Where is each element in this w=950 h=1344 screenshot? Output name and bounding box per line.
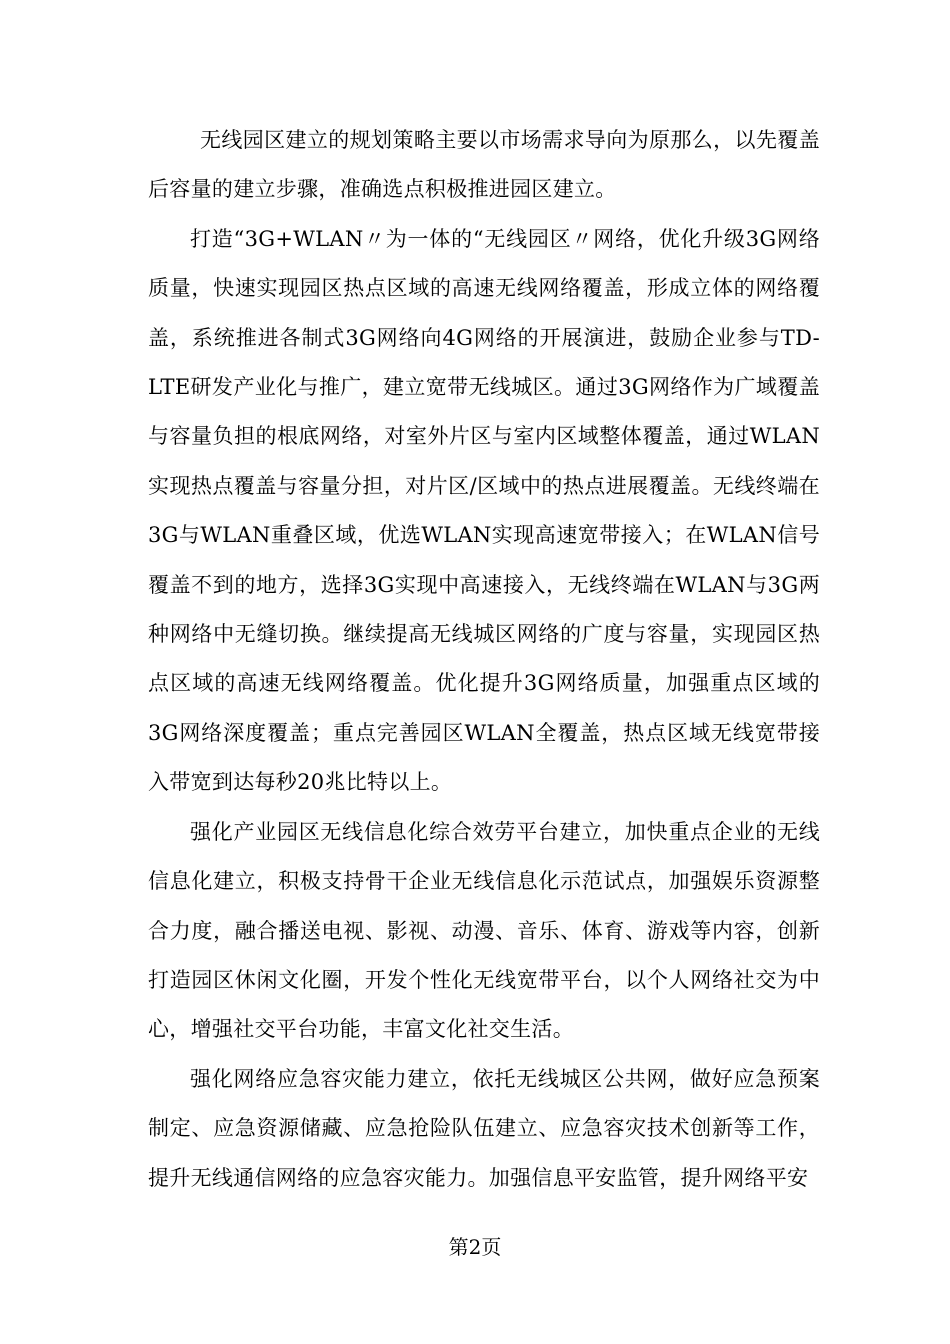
document-body (148, 116, 820, 1203)
paragraph-network-construction: 打造“3G+WLAN〃为一体的“无线园区〃网络，优化升级3G网络质量，快速实现园区热点区域的高速无线网络覆盖，形成立体的网络覆盖，系统推进各制式3G网络向4G网络的开展演进，鼓励企业参与TD-LTE研发产业化与推广，建立宽带无线城区。通过3G网络作为广域覆盖与容量负担的根底网络，对室外片区与室内区域整体覆盖，通过WLAN实现热点覆盖与容量分担，对片区/区域中的热点进展覆盖。无线终端在3G与WLAN重叠区域，优选WLAN实现高速宽带接入；在WLAN信号覆盖不到的地方，选择3G实现中高速接入，无线终端在WLAN与3G两种网络中无缝切换。继续提高无线城区网络的广度与容量，实现园区热点区域的高速无线网络覆盖。优化提升3G网络质量，加强重点区域的3G网络深度覆盖；重点完善园区WLAN全覆盖，热点区域无线宽带接入带宽到达每秒20兆比特以上。 (148, 226, 820, 795)
paragraph-service-platform: 强化产业园区无线信息化综合效劳平台建立，加快重点企业的无线信息化建立，积极支持骨干企业无线信息化示范试点，加强娱乐资源整合力度，融合播送电视、影视、动漫、音乐、体育、游戏等内容，创新打造园区休闲文化圈，开发个性化无线宽带平台，以个人网络社交为中心，增强社交平台功能，丰富文化社交生活。 (148, 819, 820, 1042)
page-number: 第2页 (448, 1235, 502, 1259)
paragraph-planning-strategy: 无线园区建立的规划策略主要以市场需求导向为原那么，以先覆盖后容量的建立步骤，准确选点积极推进园区建立。 (148, 128, 820, 202)
paragraph-emergency-capability: 强化网络应急容灾能力建立，依托无线城区公共网，做好应急预案制定、应急资源储藏、应急抢险队伍建立、应急容灾技术创新等工作，提升无线通信网络的应急容灾能力。加强信息平安监管，提升网络平安 (148, 1066, 820, 1190)
